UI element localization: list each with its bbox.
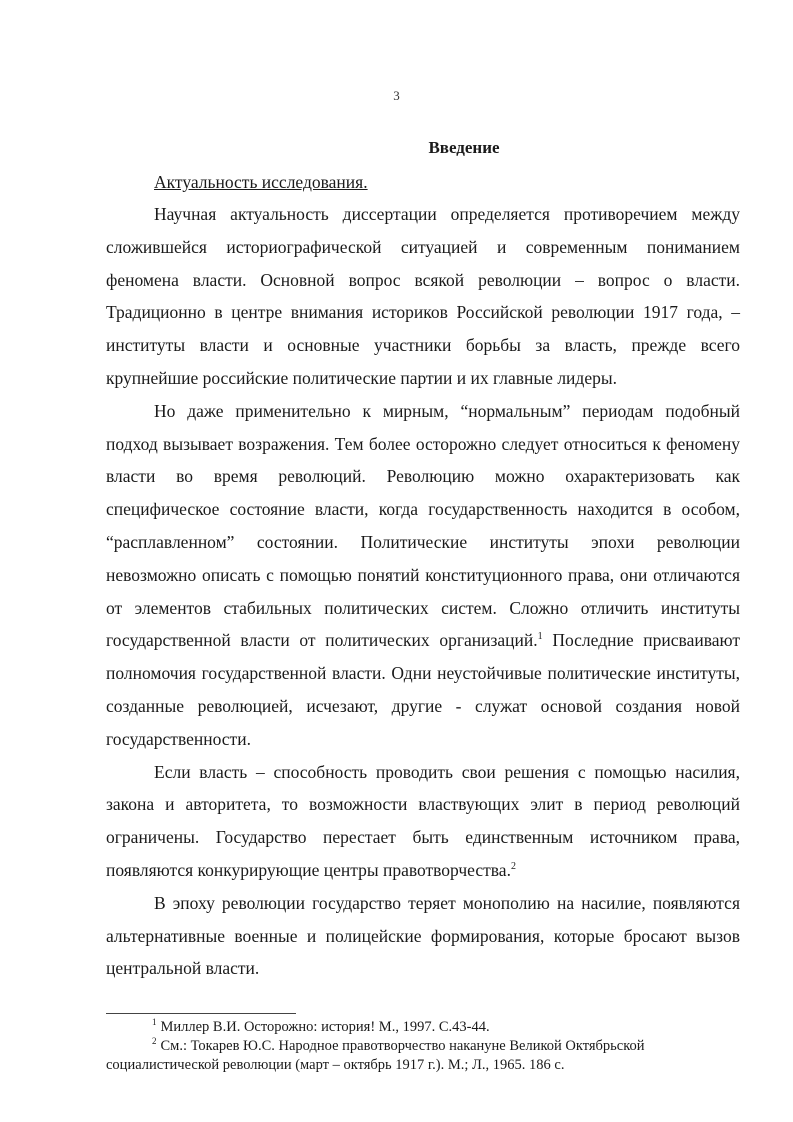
footnote-mark-2: 2	[152, 1036, 157, 1047]
main-content	[106, 130, 740, 985]
paragraph-2	[106, 395, 740, 756]
paragraph-3-text: Если власть – способность проводить свои решения с помощью насилия, закона и авторитета, то возможности властвующих элит в период революций ограничены. Государство перестает быть единственным источником права, появляются конкурирующие центры правотворчества.	[106, 761, 740, 880]
paragraph-1	[106, 198, 740, 395]
footnote-mark-1: 1	[152, 1017, 157, 1028]
footnote-1-text: Миллер В.И. Осторожно: история! М., 1997. С.43-44.	[160, 1019, 490, 1035]
paragraph-1-text: Научная актуальность диссертации определяется противоречием между сложившейся историографической ситуацией и современным пониманием феномена власти. Основной вопрос всякой революции – вопрос о власти. Традиционно в центре внимания историков Российской революции 1917 года, – институты власти и основные участники борьбы за власть, прежде всего крупнейшие российские политические партии и их главные лидеры.	[106, 204, 740, 388]
footnote-ref-2[interactable]: 2	[510, 861, 516, 873]
paragraph-2-text-a: Но даже применительно к мирным, “нормальным” периодам подобный подход вызывает возражения. Тем более осторожно следует относиться к феномену власти во время революций. Революцию можно охарактеризовать как специфическое состояние власти, когда государственность находится в особом, “расплавленном” состоянии. Политические институты эпохи революции невозможно описать с помощью понятий конституционного права, они отличаются от элементов стабильных политических систем. Сложно отличить институты государственной власти от политических организаций.	[106, 400, 740, 651]
footnote-divider	[106, 1013, 296, 1014]
page-number: 3	[393, 88, 400, 103]
footnote-2-text: См.: Токарев Ю.С. Народное правотворчество накануне Великой Октябрьской социалистической революции (март – октябрь 1917 г.). М.; Л., 1965. 186 с.	[106, 1038, 645, 1073]
paragraph-2-text-b: Последние присваивают полномочия государственной власти. Одни неустойчивые политические институты, созданные революцией, исчезают, другие - служат основой создания новой государственности.	[106, 630, 740, 749]
footnote-2	[106, 1037, 740, 1075]
paragraph-3	[106, 756, 740, 887]
footnotes	[106, 1018, 740, 1075]
section-subtitle: Актуальность исследования.	[154, 172, 368, 192]
footnote-ref-1[interactable]: 1	[537, 631, 543, 643]
page-title: Введение	[428, 138, 500, 157]
footnote-1	[106, 1018, 740, 1037]
paragraph-4	[106, 887, 740, 985]
paragraph-4-text: В эпоху революции государство теряет монополию на насилие, появляются альтернативные военные и полицейские формирования, которые бросают вызов центральной власти.	[106, 892, 740, 979]
